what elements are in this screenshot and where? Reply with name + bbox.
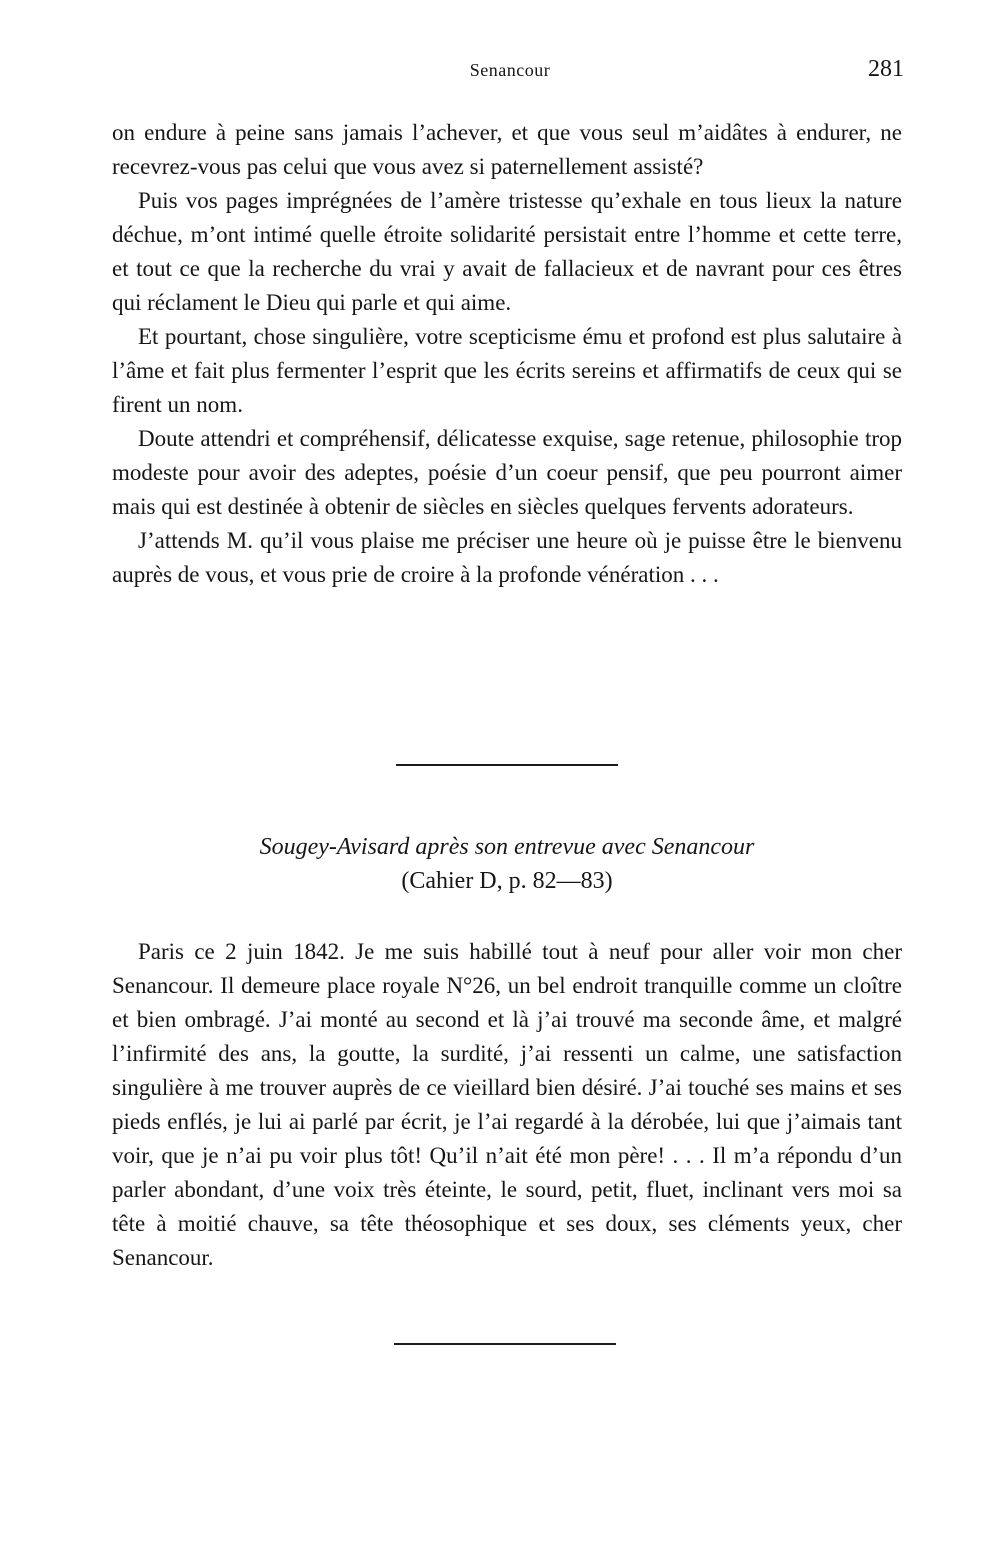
journal-entry (112, 935, 902, 1275)
running-title: Senancour (469, 60, 551, 80)
section-title: Sougey-Avisard après son entrevue avec Senancour (259, 834, 755, 860)
section-source: (Cahier D, p. 82—83) (401, 868, 613, 894)
section-divider (394, 1343, 616, 1345)
paragraph: on endure à peine sans jamais l’achever, et que vous seul m’aidâtes à endurer, ne recevrez-vous pas celui que vous avez si paternellement assisté? (112, 120, 902, 179)
page-number: 281 (868, 56, 904, 82)
paragraph: Paris ce 2 juin 1842. Je me suis habillé tout à neuf pour aller voir mon cher Senancour. Il demeure place royale N°26, un bel endroit tranquille comme un cloître et bien ombragé. J’ai monté au second et là j’ai trouvé ma seconde âme, et malgré l’infirmité des ans, la goutte, la surdité, j’ai ressenti un calme, une satisfaction singulière à me trouver auprès de ce vieillard bien désiré. J’ai touché ses mains et ses pieds enflés, je lui ai parlé par écrit, je l’ai regardé à la dérobée, lui que j’aimais tant voir, que je n’ai pu voir plus tôt! Qu’il n’ait été mon père! . . . Il m’a répondu d’un parler abondant, d’une voix très éteinte, le sourd, petit, fluet, inclinant vers moi sa tête à moitié chauve, sa tête théosophique et ses doux, ses cléments yeux, cher Senancour. (112, 939, 902, 1270)
paragraph: Doute attendri et compréhensif, délicatesse exquise, sage retenue, philosophie trop modeste pour avoir des adeptes, poésie d’un coeur pensif, que peu pourront aimer mais qui est destinée à obtenir de siècles en siècles quelques fervents adorateurs. (112, 426, 902, 519)
section-divider (396, 764, 618, 766)
letter-continuation (112, 116, 902, 592)
section-heading (112, 830, 902, 898)
running-head (0, 56, 1000, 90)
paragraph: Puis vos pages imprégnées de l’amère tristesse qu’exhale en tous lieux la nature déchue, m’ont intimé quelle étroite solidarité persistait entre l’homme et cette terre, et tout ce que la recherche du vrai y avait de fallacieux et de navrant pour ces êtres qui réclament le Dieu qui parle et qui aime. (112, 188, 902, 315)
paragraph: Et pourtant, chose singulière, votre scepticisme ému et profond est plus salutaire à l’âme et fait plus fermenter l’esprit que les écrits sereins et affirmatifs de ceux qui se firent un nom. (112, 324, 902, 417)
paragraph: J’attends M. qu’il vous plaise me préciser une heure où je puisse être le bienvenu auprès de vous, et vous prie de croire à la profonde vénération . . . (112, 528, 902, 587)
